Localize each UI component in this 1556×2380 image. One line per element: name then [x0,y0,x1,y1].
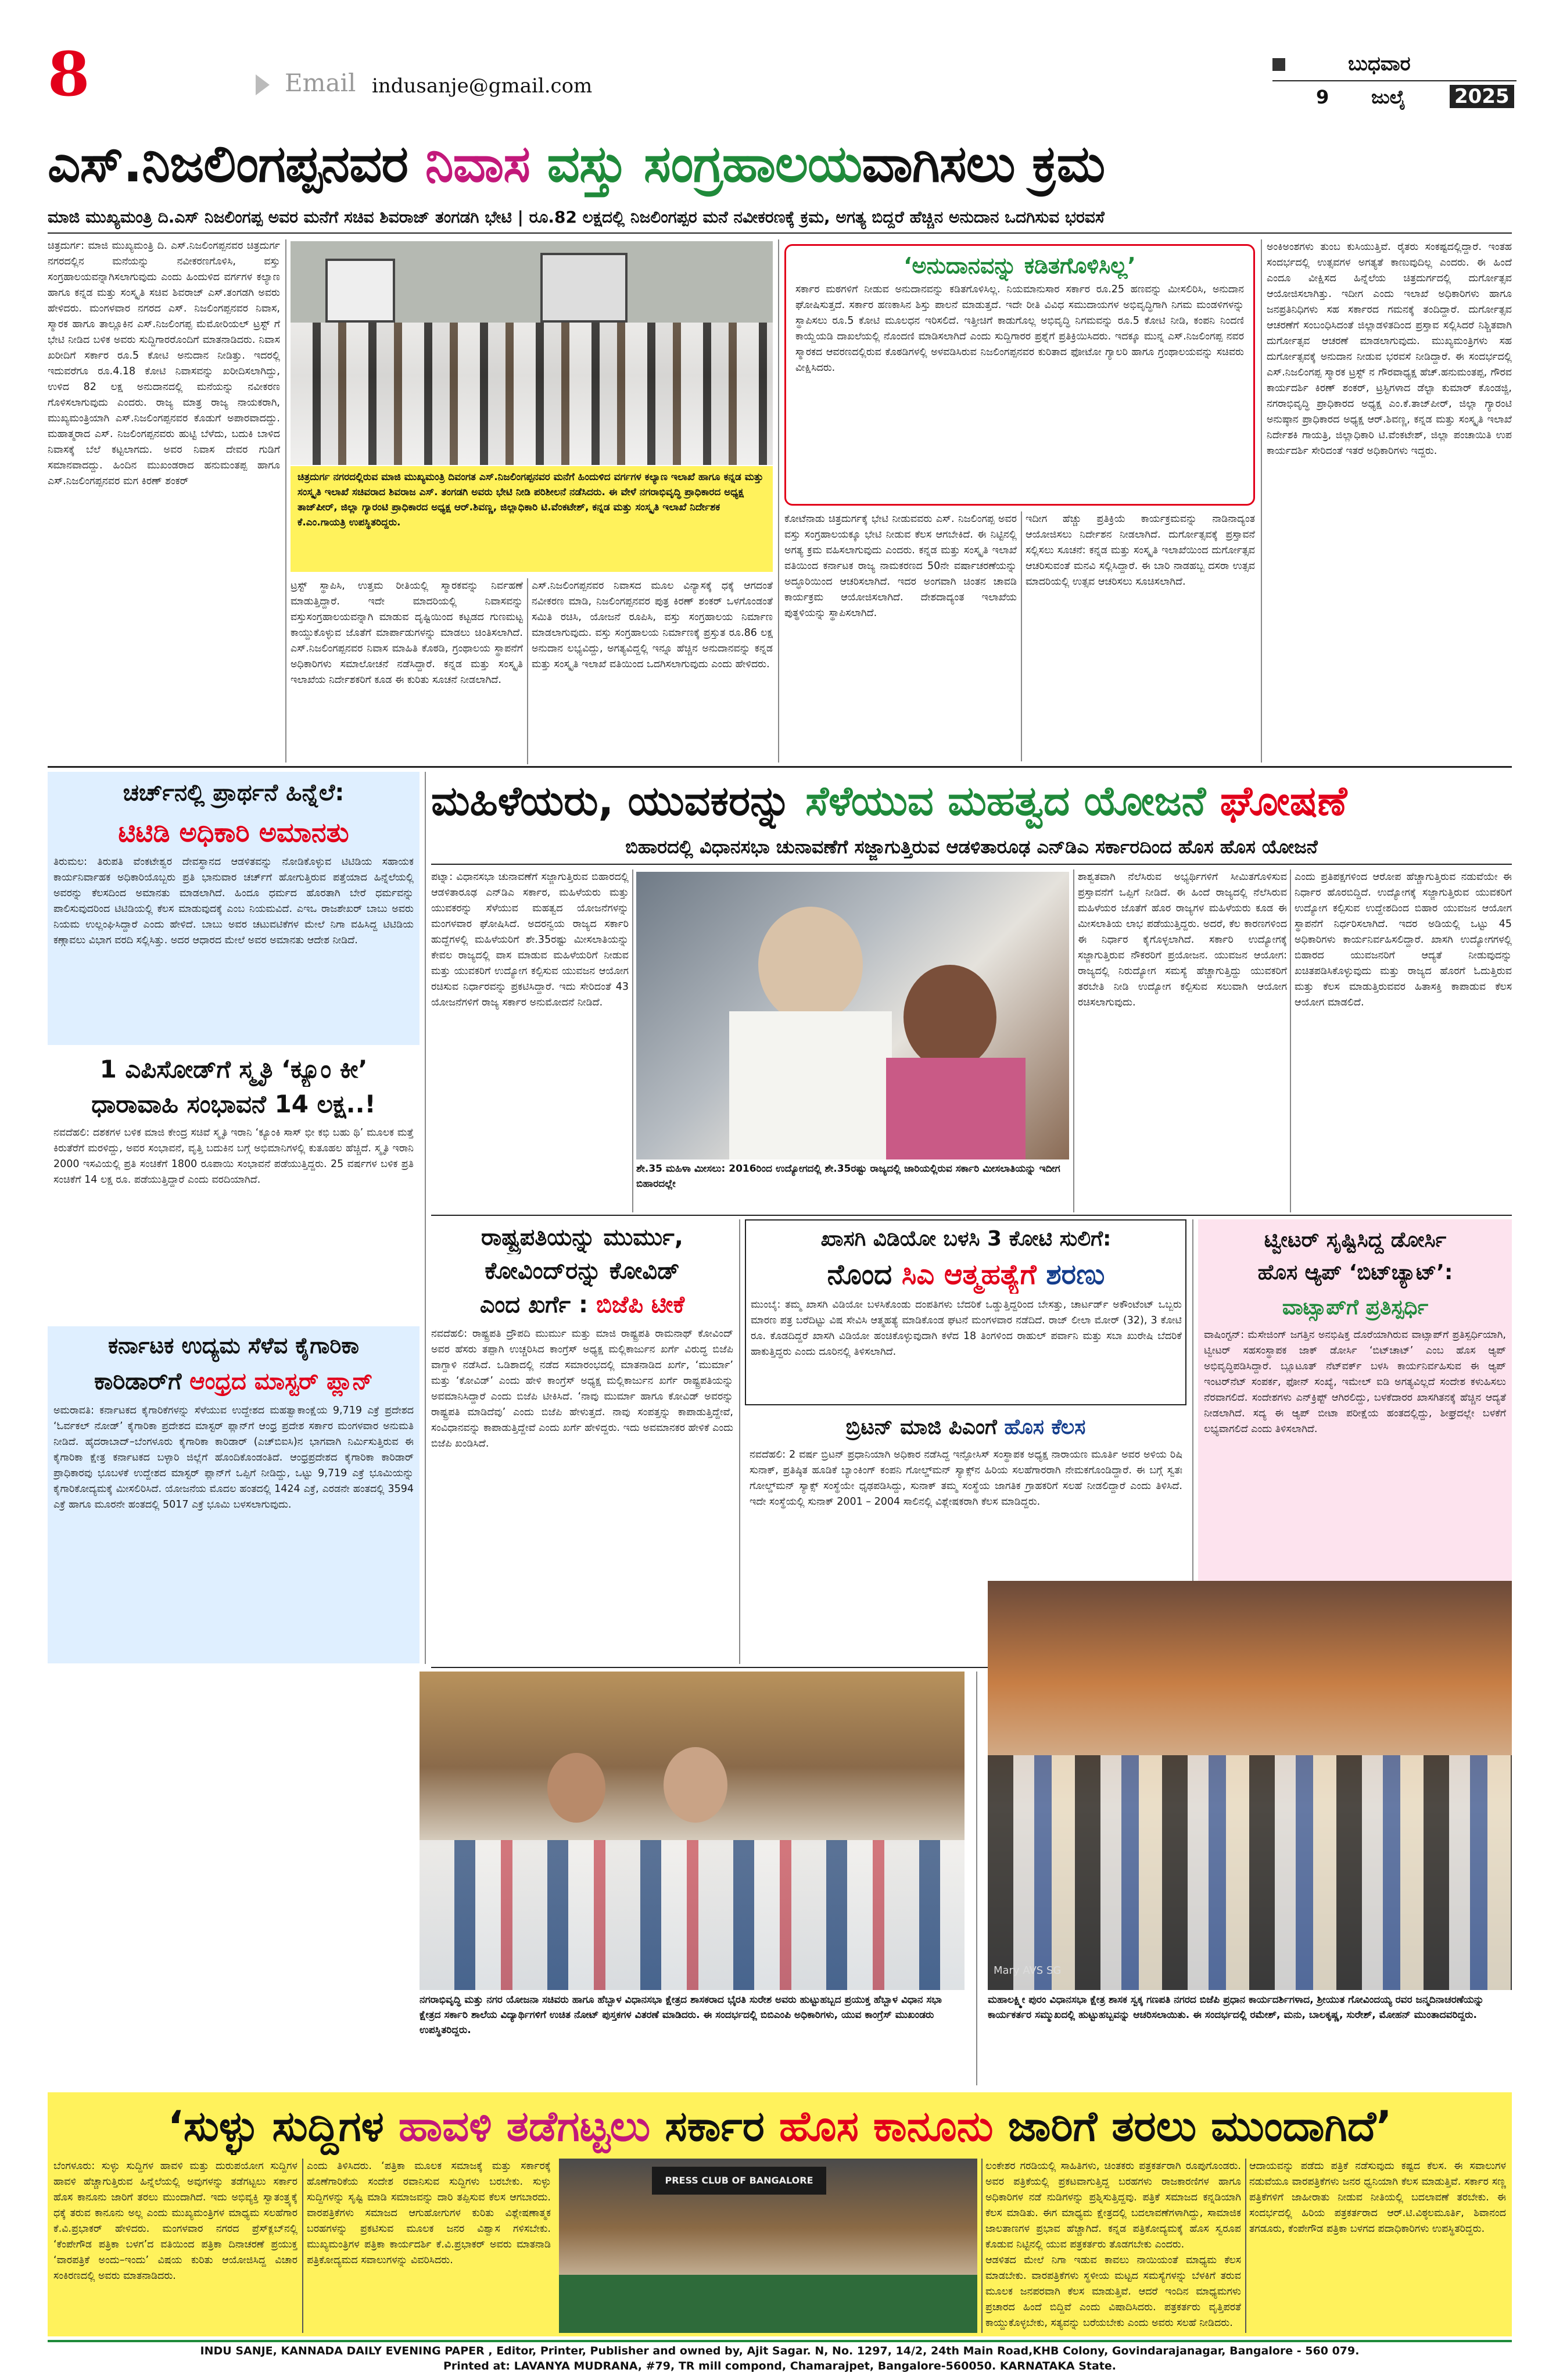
date-day: 9 [1316,86,1329,108]
dorsey-headline-a: ಟ್ವೀಟರ್ ಸೃಷ್ಟಿಸಿದ್ದ ಡೋರ್ಸಿ [1264,1228,1447,1252]
grant-box [784,244,1255,506]
story2-photo-caption: ಶೇ.35 ಮಹಿಳಾ ಮೀಸಲು: 2016ರಿಂದ ಉದ್ಯೋಗದಲ್ಲಿ ಶೇ.35ರಷ್ಟು ರಾಜ್ಯದಲ್ಲಿ ಜಾರಿಯಲ್ಲಿರುವ ಸರ್ಕಾರಿ ಮೀಸಲಾತಿಯನ್ನು ಇದೀಗ ಬಿಹಾರದಲ್ಲೇ [636,1163,1060,1190]
corridor-body: ಅಮರಾವತಿ: ಕರ್ನಾಟಕದ ಕೈಗಾರಿಕೆಗಳನ್ನು ಸೆಳೆಯುವ ಉದ್ದೇಶದ ಮಹತ್ವಾಕಾಂಕ್ಷೆಯ 9,719 ಎಕ್ರೆ ಪ್ರದೇಶದ ‘ಓರ್ವಕಲ್ ನೋಡ್’ ಕೈಗಾರಿಕಾ ಪ್ರದೇಶದ ಮಾಸ್ಟರ್ ಪ್ಲಾನ್‌ಗೆ ಆಂಧ್ರ ಪ್ರದೇಶ ಸರ್ಕಾರ ಮಂಗಳವಾರ ಅನುಮತಿ ನೀಡಿದೆ. ಹೈದರಾಬಾದ್–ಬೆಂಗಳೂರು ಕೈಗಾರಿಕಾ ಕಾರಿಡಾರ್ (ಎಚ್‌ಬಿಐಸಿ)ನ ಭಾಗವಾಗಿ ನಿರ್ಮಿಸುತ್ತಿರುವ ಈ ಕೈಗಾರಿಕಾ ಕ್ಷೇತ್ರ ಕರ್ನಾಟಕದ ಬಳ್ಳಾರಿ ಜಿಲ್ಲೆಗೆ ಹೊಂದಿಕೊಂಡಂತಿದೆ. ಆಂಧ್ರಪ್ರದೇಶದ ಕೈಗಾರಿಕಾ ಕಾರಿಡಾರ್ ಪ್ರಾಧಿಕಾರವು ಭೂಬಳಕೆ ಉದ್ದೇಶದ ಮಾಸ್ಟರ್ ಪ್ಲಾನ್‌ಗೆ ಒಪ್ಪಿಗೆ ನೀಡಿದ್ದು, ಒಟ್ಟು 9,719 ಎಕ್ರೆ ಭೂಮಿಯನ್ನು ಕೈಗಾರಿಕೋದ್ಯಮಕ್ಕೆ ಮೀಸಲಿರಿಸಿದೆ. ಯೋಜನೆಯ ಮೊದಲ ಹಂತದಲ್ಲಿ 1424 ಎಕ್ರೆ, ಎರಡನೇ ಹಂತದಲ್ಲಿ 3594 ಎಕ್ರೆ ಹಾಗೂ ಮೂರನೇ ಹಂತದಲ್ಲಿ 5017 ಎಕ್ರೆ ಭೂಮಿ ಬಳಸಲಾಗುವುದು. [53,1405,414,1511]
suicide-kicker: ಖಾಸಗಿ ವಿಡಿಯೋ ಬಳಸಿ 3 ಕೋಟಿ ಸುಲಿಗೆ: [820,1227,1112,1251]
page-corner-icon [1272,58,1285,71]
suicide-headline [750,1255,1182,1294]
serial-headline-b: ಧಾರಾವಾಹಿ ಸಂಭಾವನೆ 14 ಲಕ್ಷ..! [91,1090,376,1118]
story2-headline-c: ಘೋಷಣೆ [1206,777,1347,825]
story1-col5: ಇದೀಗ ಹೆಚ್ಚು ಪ್ರತಿಕ್ರಿಯೆ ಕಾರ್ಯಕ್ರಮವನ್ನು ನಾಡಿನಾದ್ಯಂತ ಆಯೋಜಿಸಲು ನಿರ್ದೇಶನ ನೀಡಲಾಗಿದೆ. ದುರ್ಗೋತ್ಸವಕ್ಕೆ ಪ್ರಸ್ತಾವನೆ ಸಲ್ಲಿಸಲು ಸೂಚನೆ: ಕನ್ನಡ ಮತ್ತು ಸಂಸ್ಕೃತಿ ಇಲಾಖೆಯಿಂದ ದುರ್ಗೋತ್ಸವ ಆಚರಿಸುವಂತೆ ಮನವಿ ಸಲ್ಲಿಸಿದ್ದಾರೆ. ಈ ಬಾರಿ ನಾಡಹಬ್ಬ ದಸರಾ ಉತ್ಸವ ಮಾದರಿಯಲ್ಲಿ ಉತ್ಸವ ಆಚರಿಸಲು ಸೂಚಿಸಲಾಗಿದೆ. [1026,513,1255,588]
president-headline-c [431,1288,733,1322]
bihar-cm-photo [636,872,1069,1159]
page-number: 8 [48,38,90,110]
president-headline-a: ರಾಷ್ಟ್ರಪತಿಯನ್ನು ಮುರ್ಮು, [481,1224,683,1251]
president-headline-c2: ಬಿಜೆಪಿ ಟೀಕೆ [596,1291,685,1318]
dorsey-headline-c: ವಾಟ್ಸಾಪ್‌ಗೆ ಪ್ರತಿಸ್ಪರ್ಧಿ [1282,1295,1429,1319]
story1-col2: ಟ್ರಸ್ಟ್ ಸ್ಥಾಪಿಸಿ, ಉತ್ತಮ ರೀತಿಯಲ್ಲಿ ಸ್ಮಾರಕವನ್ನು ನಿರ್ವಹಣೆ ಮಾಡುತ್ತಿದ್ದಾರೆ. ಇದೇ ಮಾದರಿಯಲ್ಲಿ ನಿವಾಸವನ್ನು ವಸ್ತುಸಂಗ್ರಹಾಲಯವನ್ನಾಗಿ ಮಾಡುವ ದೃಷ್ಟಿಯಿಂದ ಕಟ್ಟಡದ ಗುಣಮಟ್ಟ ಕಾಯ್ದುಕೊಳ್ಳುವ ಜೊತೆಗೆ ಮಾರ್ಪಾಡುಗಳನ್ನು ಮಾಡಲು ಚಿಂತಿಸಲಾಗಿದೆ. ಎಸ್.ನಿಜಲಿಂಗಪ್ಪನವರ ನಿವಾಸ ಮಾಹಿತಿ ಕೊಠಡಿ, ಗ್ರಂಥಾಲಯ ಸ್ಥಾಪನೆಗೆ ಅಧಿಕಾರಿಗಳು ಸಮಾಲೋಚನೆ ನಡೆಸಿದ್ದಾರೆ. ಕನ್ನಡ ಮತ್ತು ಸಂಸ್ಕೃತಿ ಇಲಾಖೆಯ ನಿರ್ದೇಶಕರಿಗೆ ಕೂಡ ಈ ಕುರಿತು ಸೂಚನೆ ನೀಡಲಾಗಿದೆ. [291,580,523,686]
school-books-caption: ನಗರಾಭಿವೃದ್ಧಿ ಮತ್ತು ನಗರ ಯೋಜನಾ ಸಚಿವರು ಹಾಗೂ ಹೆಬ್ಬಾಳ ವಿಧಾನಸಭಾ ಕ್ಷೇತ್ರದ ಶಾಸಕರಾದ ಭೈರತಿ ಸುರೇಶ ಅವರು ಹುಟ್ಟುಹಬ್ಬದ ಪ್ರಯುಕ್ತ ಹೆಬ್ಬಾಳ ವಿಧಾನ ಸಭಾ ಕ್ಷೇತ್ರದ ಸರ್ಕಾರಿ ಶಾಲೆಯ ವಿದ್ಯಾರ್ಥಿಗಳಿಗೆ ಉಚಿತ ನೋಟ್ ಪುಸ್ತಕಗಳ ವಿತರಣೆ ಮಾಡಿದರು. ಈ ಸಂದರ್ಭದಲ್ಲಿ ಬಿಬಿಎಂಪಿ ಅಧಿಕಾರಿಗಳು, ಯುವ ಕಾಂಗ್ರೆಸ್ ಮುಖಂಡರು ಉಪಸ್ಥಿತರಿದ್ದರು. [420,1994,942,2036]
story2-headline [431,773,1512,829]
story2-headline-a: ಮಹಿಳೆಯರು, ಯುವಕರನ್ನು [431,777,806,825]
suicide-headline-a: ನೊಂದ [827,1258,902,1291]
britain-headline-a: ಬ್ರಿಟನ್ ಮಾಜಿ ಪಿಎಂಗೆ [845,1415,1005,1439]
dorsey-body: ವಾಷಿಂಗ್ಟನ್: ಮೆಸೇಜಿಂಗ್ ಜಗತ್ತಿನ ಅನಭಿಷಿಕ್ತ ದೊರೆಯಾಗಿರುವ ವಾಟ್ಸಾಪ್‌ಗೆ ಪ್ರತಿಸ್ಪರ್ಧಿಯಾಗಿ, ಟ್ವೀಟರ್ ಸಹಸಂಸ್ಥಾಪಕ ಜಾಕ್ ಡೋರ್ಸಿ ‘ಬಿಟ್‌ಚಾಟ್’ ಎಂಬ ಹೊಸ ಆ್ಯಪ್ ಅಭಿವೃದ್ಧಿಪಡಿಸಿದ್ದಾರೆ. ಬ್ಲೂಟೂತ್ ನೆಟ್‌ವರ್ಕ್ ಬಳಸಿ ಕಾರ್ಯನಿರ್ವಹಿಸುವ ಈ ಆ್ಯಪ್ ಇಂಟರ್‌ನೆಟ್ ಸಂಪರ್ಕ, ಫೋನ್ ಸಂಖ್ಯೆ, ಇಮೇಲ್ ಐಡಿ ಅಗತ್ಯವಿಲ್ಲದೆ ಸಂದೇಶ ಕಳುಹಿಸಲು ನೆರವಾಗಲಿದೆ. ಸಂದೇಶಗಳು ಎನ್‌ಕ್ರಿಪ್ಟ್ ಆಗಿರಲಿದ್ದು, ಬಳಕೆದಾರರ ಖಾಸಗಿತನಕ್ಕೆ ಹೆಚ್ಚಿನ ಆದ್ಯತೆ ನೀಡಲಾಗಿದೆ. ಸದ್ಯ ಈ ಆ್ಯಪ್ ಬೀಟಾ ಪರೀಕ್ಷೆಯ ಹಂತದಲ್ಲಿದ್ದು, ಶೀಘ್ರದಲ್ಲೇ ಬಳಕೆಗೆ ಲಭ್ಯವಾಗಲಿದೆ ಎಂದು ತಿಳಿಸಲಾಗಿದೆ. [1204,1329,1506,1435]
story2-col1: ಪಟ್ನಾ: ವಿಧಾನಸಭಾ ಚುನಾವಣೆಗೆ ಸಜ್ಜಾಗುತ್ತಿರುವ ಬಿಹಾರದಲ್ಲಿ ಆಡಳಿತಾರೂಢ ಎನ್‌ಡಿಎ ಸರ್ಕಾರ, ಮಹಿಳೆಯರು ಮತ್ತು ಯುವಕರನ್ನು ಸೆಳೆಯುವ ಮಹತ್ವದ ಯೋಜನೆಗಳನ್ನು ಮಂಗಳವಾರ ಘೋಷಿಸಿದೆ. ಅದರನ್ವಯ ರಾಜ್ಯದ ಸರ್ಕಾರಿ ಹುದ್ದೆಗಳಲ್ಲಿ ಮಹಿಳೆಯರಿಗೆ ಶೇ.35ರಷ್ಟು ಮೀಸಲಾತಿಯನ್ನು ಕೇವಲ ರಾಜ್ಯದಲ್ಲಿ ವಾಸ ಮಾಡುವ ಮಹಿಳೆಯರಿಗೆ ನೀಡುವ ಮತ್ತು ಯುವಕರಿಗೆ ಉದ್ಯೋಗ ಕಲ್ಪಿಸುವ ಯುವಜನ ಆಯೋಗ ರಚಿಸುವ ನಿರ್ಧಾರವನ್ನು ಪ್ರಕಟಿಸಿದ್ದಾರೆ. ಇದು ಸೇರಿದಂತೆ 43 ಯೋಜನೆಗಳಿಗೆ ರಾಜ್ಯ ಸರ್ಕಾರ ಅನುಮೋದನೆ ನೀಡಿದೆ. [431,871,629,1008]
serial-headline-a: 1 ಎಪಿಸೋಡ್‌ಗೆ ಸ್ಮೃತಿ ‘ಕ್ಯೂಂ ಕೀ’ [99,1055,368,1083]
corridor-headline-b: ಆಂಧ್ರದ ಮಾಸ್ಟರ್ ಪ್ಲಾನ್ [189,1368,373,1395]
dorsey-headline-b: ಹೊಸ ಆ್ಯಪ್ ‘ಬಿಟ್‌ಚ್ಯಾಟ್’: [1257,1261,1453,1284]
story1-subhead: ಮಾಜಿ ಮುಖ್ಯಮಂತ್ರಿ ದಿ.ಎಸ್ ನಿಜಲಿಂಗಪ್ಪ ಅವರ ಮನೆಗೆ ಸಚಿವ ಶಿವರಾಜ್ ತಂಗಡಗಿ ಭೇಟಿ | ರೂ.82 ಲಕ್ಷದಲ್ಲಿ ನಿಜಲಿಂಗಪ್ಪರ ಮನೆ ನವೀಕರಣಕ್ಕೆ ಕ್ರಮ, ಅಗತ್ಯ ಬಿದ್ದರೆ ಹೆಚ್ಚಿನ ಅನುದಾನ ಒದಗಿಸುವ ಭರವಸೆ [48,207,1105,227]
fake-news-headline-c: ಸರ್ಕಾರ [650,2102,779,2150]
story1-headline-c: ವಸ್ತು ಸಂಗ್ರಹಾಲಯ [529,134,862,194]
photo-watermark: Mary AVS SG [994,1964,1062,1977]
fake-news-headline [53,2097,1506,2155]
fake-news-headline-b: ಹಾವಳಿ ತಡೆಗಟ್ಟಲು [398,2102,651,2150]
story1-headline-a: ಎಸ್.ನಿಜಲಿಂಗಪ್ಪನವರ [48,134,425,194]
grant-box-text: ಸರ್ಕಾರ ಮಠಗಳಿಗೆ ನೀಡುವ ಅನುದಾನವನ್ನು ಕಡಿತಗೊಳಿಸಿಲ್ಲ. ನಿಯಮಾನುಸಾರ ಸರ್ಕಾರ ರೂ.25 ಹಣವನ್ನು ಮೀಸಲಿರಿಸಿ, ಅನುದಾನ ಘೋಷಿಸುತ್ತದೆ. ಸರ್ಕಾರ ಹಣಕಾಸಿನ ಶಿಸ್ತು ಪಾಲನೆ ಮಾಡುತ್ತದೆ. ಇದೇ ರೀತಿ ವಿವಿಧ ಸಮುದಾಯಗಳ ಅಭಿವೃದ್ಧಿಗಾಗಿ ನಿಗಮ ಮಂಡಳಿಗಳನ್ನು ಸ್ಥಾಪಿಸಲು ರೂ.5 ಕೋಟಿ ಮೂಲಧನ ಇರಿಸಲಿದೆ. ಇತ್ತೀಚಿಗೆ ಕಾಡುಗೊಲ್ಲ ಅಭಿವೃದ್ಧಿ ನಿಗಮವನ್ನು ರೂ.5 ಕೋಟಿ ನೀಡಿ, ಕಂಪನಿ ನಿಂದಣಿ ಕಾಯ್ದೆಯಡಿ ದಾಖಲೆಯಲ್ಲಿ ನೊಂದಣಿ ಮಾಡಿಸಲಾಗಿದೆ ಎಂದು ಸುದ್ದಿಗಾರರ ಪ್ರಶ್ನೆಗೆ ಪ್ರತಿಕ್ರಿಯಿಸಿದರು. ಇದಕ್ಕೂ ಮುನ್ನ ಎಸ್.ನಿಜಲಿಂಗಪ್ಪ ನವರ ಸ್ಮಾರಕದ ಆವರಣದಲ್ಲಿರುವ ಕೊಠಡಿಗಳಲ್ಲಿ ಅಳವಡಿಸಿರುವ ನಿಜಲಿಂಗಪ್ಪನವರ ಕುರಿತಾದ ಫೋಟೋ ಗ್ಯಾಲರಿ ಹಾಗೂ ಗ್ರಂಥಾಲಯವನ್ನು ಸಚಿವರು ವೀಕ್ಷಿಸಿದರು. [795,284,1244,374]
fake-news-col5: ಆದಾಯವನ್ನು ಪಡೆದು ಪತ್ರಿಕೆ ನಡೆಸುವುದು ಕಷ್ಟದ ಕೆಲಸ. ಈ ಸವಾಲುಗಳ ನಡುವೆಯೂ ವಾರಪತ್ರಿಕೆಗಳು ಜನರ ಧ್ವನಿಯಾಗಿ ಕೆಲಸ ಮಾಡುತ್ತಿವೆ. ಸರ್ಕಾರ ಸಣ್ಣ ಪತ್ರಿಕೆಗಳಿಗೆ ಜಾಹೀರಾತು ನೀಡುವ ನೀತಿಯಲ್ಲಿ ಬದಲಾವಣೆ ತರಬೇಕು. ಈ ಸಂದರ್ಭದಲ್ಲಿ ಹಿರಿಯ ಪತ್ರಕರ್ತರಾದ ಆರ್.ಟಿ.ವಿಠ್ಠಲಮೂರ್ತಿ, ಶಿವಾನಂದ ತಗಡೂರು, ಕೆಂಪೇಗೌಡ ಪತ್ರಿಕಾ ಬಳಗದ ಪದಾಧಿಕಾರಿಗಳು ಉಪಸ್ಥಿತರಿದ್ದರು. [1249,2160,1506,2235]
britain-headline [745,1411,1186,1444]
story2-subhead: ಬಿಹಾರದಲ್ಲಿ ವಿಧಾನಸಭಾ ಚುನಾವಣೆಗೆ ಸಜ್ಜಾಗುತ್ತಿರುವ ಆಡಳಿತಾರೂಢ ಎನ್‌ಡಿಎ ಸರ್ಕಾರದಿಂದ ಹೊಸ ಹೊಸ ಯೋಜನೆ [625,836,1318,858]
fake-news-col4: ಆಡಳಿತದ ಮೇಲೆ ನಿಗಾ ಇಡುವ ಕಾವಲು ನಾಯಿಯಂತೆ ಮಾಧ್ಯಮ ಕೆಲಸ ಮಾಡಬೇಕು. ವಾರಪತ್ರಿಕೆಗಳು ಸ್ಥಳೀಯ ಮಟ್ಟದ ಸಮಸ್ಯೆಗಳನ್ನು ಬೆಳಕಿಗೆ ತರುವ ಮೂಲಕ ಜನಪರವಾಗಿ ಕೆಲಸ ಮಾಡುತ್ತಿವೆ. ಆದರೆ ಇಂದಿನ ಮಾಧ್ಯಮಗಳು ಪ್ರಚಾರದ ಹಿಂದೆ ಬಿದ್ದಿವೆ ಎಂದು ವಿಷಾದಿಸಿದರು. ಪತ್ರಕರ್ತರು ವೃತ್ತಿಪರತೆ ಕಾಯ್ದುಕೊಳ್ಳಬೇಕು, ಸತ್ಯವನ್ನು ಬರೆಯಬೇಕು ಎಂದು ಅವರು ಸಲಹೆ ನೀಡಿದರು. [985,2254,1241,2329]
nijalingappa-visit-photo [291,241,773,465]
fake-news-headline-e: ಜಾರಿಗೆ ತರಲು ಮುಂದಾಗಿದೆ’ [993,2102,1392,2150]
church-headline: ಟಿಟಿಡಿ ಅಧಿಕಾರಿ ಅಮಾನತು [118,817,349,848]
president-body: ನವದೆಹಲಿ: ರಾಷ್ಟ್ರಪತಿ ದ್ರೌಪದಿ ಮುರ್ಮು ಮತ್ತು ಮಾಜಿ ರಾಷ್ಟ್ರಪತಿ ರಾಮನಾಥ್ ಕೋವಿಂದ್ ಅವರ ಹೆಸರು ತಪ್ಪಾಗಿ ಉಚ್ಚರಿಸಿದ ಕಾಂಗ್ರೆಸ್ ಅಧ್ಯಕ್ಷ ಮಲ್ಲಿಕಾರ್ಜುನ ಖರ್ಗೆ ವಿರುದ್ಧ ಬಿಜೆಪಿ ವಾಗ್ದಾಳಿ ನಡೆಸಿದೆ. ಒಡಿಶಾದಲ್ಲಿ ನಡೆದ ಸಮಾರಂಭದಲ್ಲಿ ಮಾತನಾಡಿದ ಖರ್ಗೆ, ‘ಮುರ್ಮಾ’ ಮತ್ತು ‘ಕೋವಿಡ್’ ಎಂದು ಹೇಳಿ ಕಾಂಗ್ರೆಸ್ ಅಧ್ಯಕ್ಷ ಮಲ್ಲಿಕಾರ್ಜುನ ಖರ್ಗೆ ರಾಷ್ಟ್ರಪತಿಯನ್ನು ಅವಮಾನಿಸಿದ್ದಾರೆ ಎಂದು ಬಿಜೆಪಿ ಟೀಕಿಸಿದೆ. ‘ನಾವು ಮುರ್ಮಾ ಹಾಗೂ ಕೋವಿಡ್ ಅವರನ್ನು ರಾಷ್ಟ್ರಪತಿ ಮಾಡಿದೆವು’ ಎಂದು ಬಿಜೆಪಿ ಹೇಳುತ್ತದೆ. ನಾವು ಸಂಪತ್ತನ್ನು ಕಾಪಾಡುತ್ತಿದ್ದೇವೆ, ಸಂವಿಧಾನವನ್ನು ಕಾಪಾಡುತ್ತಿದ್ದೇವೆ ಎಂದು ಖರ್ಗೆ ಹೇಳಿದ್ದರು. ಇದು ಅವಮಾನಕರ ಹೇಳಿಕೆ ಎಂದು ಬಿಜೆಪಿ ಖಂಡಿಸಿದೆ. [431,1328,733,1450]
fake-news-headline-d: ಹೊಸ ಕಾನೂನು [779,2102,994,2150]
email-address[interactable]: indusanje@gmail.com [372,74,593,98]
weekday: ಬುಧವಾರ [1348,52,1411,76]
story1-photo-caption: ಚಿತ್ರದುರ್ಗ ನಗರದಲ್ಲಿರುವ ಮಾಜಿ ಮುಖ್ಯಮಂತ್ರಿ ದಿವಂಗತ ಎಸ್.ನಿಜಲಿಂಗಪ್ಪನವರ ಮನೆಗೆ ಹಿಂದುಳಿದ ವರ್ಗಗಳ ಕಲ್ಯಾಣ ಇಲಾಖೆ ಹಾಗೂ ಕನ್ನಡ ಮತ್ತು ಸಂಸ್ಕೃತಿ ಇಲಾಖೆ ಸಚಿವರಾದ ಶಿವರಾಜ ಎಸ್. ತಂಗಡಗಿ ಅವರು ಭೇಟಿ ನೀಡಿ ಪರಿಶೀಲನೆ ನಡೆಸಿದರು. ಈ ವೇಳೆ ನಗರಾಭಿವೃದ್ಧಿ ಪ್ರಾಧಿಕಾರದ ಅಧ್ಯಕ್ಷ ತಾಜ್‌ಪೀರ್, ಜಿಲ್ಲಾ ಗ್ಯಾರಂಟಿ ಪ್ರಾಧಿಕಾರದ ಅಧ್ಯಕ್ಷ ಆರ್.ಶಿವಣ್ಣ, ಜಿಲ್ಲಾಧಿಕಾರಿ ಟಿ.ವೆಂಕಟೇಶ್, ಕನ್ನಡ ಮತ್ತು ಸಂಸ್ಕೃತಿ ಇಲಾಖೆ ನಿರ್ದೇಶಕ ಕೆ.ಎಂ.ಗಾಯತ್ರಿ ಉಪಸ್ಥಿತರಿದ್ದರು. [291,466,773,572]
suicide-body: ಮುಂಬೈ: ತಮ್ಮ ಖಾಸಗಿ ವಿಡಿಯೋ ಬಳಸಿಕೊಂಡು ದಂಪತಿಗಳು ಬೆದರಿಕೆ ಒಡ್ಡುತ್ತಿದ್ದರಿಂದ ಬೇಸತ್ತು, ಚಾರ್ಟರ್ಡ್ ಅಕೌಂಟೆಂಟ್ ಒಬ್ಬರು ಮಾರಣ ಪತ್ರ ಬರೆದಿಟ್ಟು ವಿಷ ಸೇವಿಸಿ ಆತ್ಮಹತ್ಯೆ ಮಾಡಿಕೊಂಡ ಘಟನೆ ಮಂಗಳವಾರ ನಡೆದಿದೆ. ರಾಜ್ ಲೀಲಾ ಮೋರ್ (32), 3 ಕೋಟಿ ರೂ. ಕೊಡದಿದ್ದರೆ ಖಾಸಗಿ ವಿಡಿಯೋ ಹಂಚಿಕೊಳ್ಳುವುದಾಗಿ ಕಳೆದ 18 ತಿಂಗಳಿಂದ ರಾಹುಲ್ ಪರ್ವಾನಿ ಮತ್ತು ಸಬಾ ಖುರೇಷಿ ಬೆದರಿಕೆ ಹಾಕುತ್ತಿದ್ದರು ಎಂದು ದೂರಿನಲ್ಲಿ ತಿಳಿಸಲಾಗಿದೆ. [751,1299,1182,1358]
story1-headline [48,129,1512,199]
grant-box-title: ‘ಅನುದಾನವನ್ನು ಕಡಿತಗೊಳಿಸಿಲ್ಲ’ [904,253,1136,278]
fake-news-headline-a: ‘ಸುಳ್ಳು ಸುದ್ದಿಗಳ [167,2102,399,2150]
britain-headline-b: ಹೊಸ ಕೆಲಸ [1004,1415,1086,1439]
press-club-photo [559,2159,977,2333]
email-arrow-icon [256,74,270,95]
story1-col3: ಎಸ್.ನಿಜಲಿಂಗಪ್ಪನವರ ನಿವಾಸದ ಮೂಲ ವಿನ್ಯಾಸಕ್ಕೆ ಧಕ್ಕೆ ಆಗದಂತೆ ನವೀಕರಣ ಮಾಡಿ, ನಿಜಲಿಂಗಪ್ಪನವರ ಪುತ್ರ ಕಿರಣ್ ಶಂಕರ್ ಒಳಗೊಂಡಂತೆ ಸಮಿತಿ ರಚಿಸಿ, ಯೋಜನೆ ರೂಪಿಸಿ, ವಸ್ತು ಸಂಗ್ರಹಾಲಯ ನಿರ್ಮಾಣ ಮಾಡಲಾಗುವುದು. ವಸ್ತು ಸಂಗ್ರಹಾಲಯ ನಿರ್ಮಾಣಕ್ಕೆ ಪ್ರಸ್ತುತ ರೂ.86 ಲಕ್ಷ ಅನುದಾನ ಲಭ್ಯವಿದ್ದು, ಅಗತ್ಯವಿದ್ದಲ್ಲಿ ಇನ್ನೂ ಹೆಚ್ಚಿನ ಅನುದಾನವನ್ನು ಕನ್ನಡ ಮತ್ತು ಸಂಸ್ಕೃತಿ ಇಲಾಖೆ ವತಿಯಿಂದ ಒದಗಿಸಲಾಗುವುದು ಎಂದು ಹೇಳಿದರು. [532,580,773,670]
story1-col1: ಚಿತ್ರದುರ್ಗ: ಮಾಜಿ ಮುಖ್ಯಮಂತ್ರಿ ದಿ. ಎಸ್.ನಿಜಲಿಂಗಪ್ಪನವರ ಚಿತ್ರದುರ್ಗ ನಗರದಲ್ಲಿನ ಮನೆಯನ್ನು ನವೀಕರಣಗೊಳಿಸಿ, ವಸ್ತು ಸಂಗ್ರಹಾಲಯವನ್ನಾಗಿಸಲಾಗುವುದು ಎಂದು ಹಿಂದುಳಿದ ವರ್ಗಗಳ ಕಲ್ಯಾಣ ಹಾಗೂ ಕನ್ನಡ ಮತ್ತು ಸಂಸ್ಕೃತಿ ಸಚಿವ ಶಿವರಾಜ್ ಎಸ್.ತಂಗಡಗಿ ಅವರು ಹೇಳಿದರು. ಮಂಗಳವಾರ ನಗರದ ಎಸ್. ನಿಜಲಿಂಗಪ್ಪನವರ ನಿವಾಸ, ಸ್ಮಾರಕ ಹಾಗೂ ತಾಲ್ಲೂಕಿನ ಎಸ್.ನಿಜಲಿಂಗಪ್ಪ ಮೆಮೋರಿಯಲ್ ಟ್ರಸ್ಟ್ ಗೆ ಭೇಟಿ ನೀಡಿದ ಬಳಿಕ ಅವರು ಸುದ್ದಿಗಾರರೊಂದಿಗೆ ಮಾತನಾಡಿದರು. ನಿವಾಸ ಖರೀದಿಗೆ ಸರ್ಕಾರ ರೂ.5 ಕೋಟಿ ಅನುದಾನ ನೀಡಿತ್ತು. ಇದರಲ್ಲಿ ಇದುವರೆಗೂ ರೂ.4.18 ಕೋಟಿ ನಿವಾಸವನ್ನು ಖರೀದಿಸಲಾಗಿದ್ದು, ಉಳಿದ 82 ಲಕ್ಷ ಅನುದಾನದಲ್ಲಿ ಮನೆಯನ್ನು ನವೀಕರಣ ಗೊಳಿಸಲಾಗುವುದು ಎಂದರು. ರಾಜ್ಯ ಮಾತ್ರ ರಾಜ್ಯ ನಾಯಕರಾಗಿ, ಮುಖ್ಯಮಂತ್ರಿಯಾಗಿ ಎಸ್.ನಿಜಲಿಂಗಪ್ಪನವರ ಕೊಡುಗೆ ಅಪಾರವಾದದ್ದು. ಮಹಾತ್ಮರಾದ ಎಸ್. ನಿಜಲಿಂಗಪ್ಪನವರು ಹುಟ್ಟಿ ಬೆಳೆದು, ಬದುಕಿ ಬಾಳಿದ ನಿವಾಸಕ್ಕೆ ಬೆಲೆ ಕಟ್ಟಲಾಗದು. ಅವರ ನಿವಾಸ ದೇವರ ಗುಡಿಗೆ ಸಮಾನವಾದದ್ದು. ಹಿಂದಿನ ಮುಖಂಡರಾದ ಹನುಮಂತಪ್ಪ ಹಾಗೂ ಎಸ್.ನಿಜಲಿಂಗಪ್ಪನವರ ಮಗ ಕಿರಣ್ ಶಂಕರ್ [48,240,280,487]
footer-imprint: INDU SANJE, KANNADA DAILY EVENING PAPER , Editor, Printer, Publisher and owned by, Ajit Sagar. N, No. 1297, 14/2, 24th Main Road,KHB Colony, Govindarajanagar, Bangalore - 560 079. [200,2345,1360,2357]
story1-col4: ಕೋಟೆನಾಡು ಚಿತ್ರದುರ್ಗಕ್ಕೆ ಭೇಟಿ ನೀಡುವವರು ಎಸ್. ನಿಜಲಿಂಗಪ್ಪ ಅವರ ವಸ್ತು ಸಂಗ್ರಹಾಲಯಕ್ಕೂ ಭೇಟಿ ನೀಡುವ ಕೆಲಸ ಆಗಬೇಕಿದೆ. ಈ ನಿಟ್ಟಿನಲ್ಲಿ ಅಗತ್ಯ ಕ್ರಮ ವಹಿಸಲಾಗುವುದು ಎಂದರು. ಕನ್ನಡ ಮತ್ತು ಸಂಸ್ಕೃತಿ ಇಲಾಖೆ ವತಿಯಿಂದ ಕರ್ನಾಟಕ ರಾಜ್ಯ ನಾಮಕರಣದ 50ನೇ ವರ್ಷಾಚರಣೆಯನ್ನು ಅದ್ಧೂರಿಯಿಂದ ಆಚರಿಸಲಾಗಿದೆ. ಇದರ ಅಂಗವಾಗಿ ಚಿಂತನ ಚಾವಡಿ ಕಾರ್ಯಕ್ರಮ ಆಯೋಜಿಸಲಾಗಿದೆ. ದೇಶದಾದ್ಯಂತ ಇಲಾಖೆಯ ಪುತ್ಥಳಿಯನ್ನು ಸ್ಥಾಪಿಸಲಾಗಿದೆ. [784,513,1017,619]
birthday-caption: ಮಹಾಲಕ್ಷ್ಮೀ ಪುರಂ ವಿಧಾನಸಭಾ ಕ್ಷೇತ್ರ ಶಾಸಕ ಸ್ವಕ್ಕ ಗಣಪತಿ ನಗರದ ಬಿಜೆಪಿ ಪ್ರಧಾನ ಕಾರ್ಯದರ್ಶಿಗಳಾದ, ಶ್ರೀಯುತ ಗೋವಿಂದಯ್ಯ ರವರ ಜನ್ಮದಿನಾಚರಣೆಯನ್ನು ಕಾರ್ಯಕರ್ತರ ಸಮ್ಮುಖದಲ್ಲಿ ಹುಟ್ಟುಹಬ್ಬವನ್ನು ಆಚರಿಸಲಾಯಿತು. ಈ ಸಂದರ್ಭದಲ್ಲಿ ರಮೇಶ್, ಮನು, ಬಾಲಕೃಷ್ಣ, ಸುರೇಶ್, ಮೋಹನ್ ಮುಂತಾದವರಿದ್ದರು. [988,1994,1484,2021]
church-body: ತಿರುಮಲ: ತಿರುಪತಿ ವೆಂಕಟೇಶ್ವರ ದೇವಸ್ಥಾನದ ಆಡಳಿತವನ್ನು ನೋಡಿಕೊಳ್ಳುವ ಟಿಟಿಡಿಯ ಸಹಾಯಕ ಕಾರ್ಯನಿರ್ವಾಹಕ ಅಧಿಕಾರಿಯೊಬ್ಬರು ಪ್ರತಿ ಭಾನುವಾರ ಚರ್ಚ್‌ಗೆ ಹೋಗುತ್ತಿರುವ ಪತ್ತೆಯಾದ ಹಿನ್ನೆಲೆಯಲ್ಲಿ ಅವರನ್ನು ಕೆಲಸದಿಂದ ಅಮಾನತು ಮಾಡಲಾಗಿದೆ. ಹಿಂದೂ ಧರ್ಮದ ಹೊರತಾಗಿ ಬೇರೆ ಧರ್ಮವನ್ನು ಪಾಲಿಸುವುದರಿಂದ ಟಿಟಿಡಿಯಲ್ಲಿ ಕೆಲಸ ಮಾಡುವುದಕ್ಕೆ ಎಂಬ ನಿಯಮವಿದೆ. ಎಇಒ ರಾಜಶೇಖರ್ ಬಾಬು ಅವರು ನಿಯಮ ಉಲ್ಲಂಘಿಸಿದ್ದಾರೆ ಎಂದು ಹೇಳಿದೆ. ಬಾಬು ಅವರ ಚಟುವಟಿಕೆಗಳ ಮೇಲೆ ನಿಗಾ ವಹಿಸಿದ್ದ ಟಿಟಿಡಿಯ ಕಣ್ಗಾವಲು ವಿಭಾಗ ವರದಿ ಸಲ್ಲಿಸಿತ್ತು. ಅದರ ಆಧಾರದ ಮೇಲೆ ಅವರ ಅಮಾನತು ಆದೇಶ ನೀಡಿದೆ. [53,856,414,946]
email-label: Email [285,69,356,97]
date-month: ಜುಲೈ [1371,86,1406,108]
story1-headline-b: ನಿವಾಸ [425,134,530,194]
church-kicker: ಚರ್ಚ್‌ನಲ್ಲಿ ಪ್ರಾರ್ಥನೆ ಹಿನ್ನೆಲೆ: [123,779,345,806]
serial-body: ನವದೆಹಲಿ: ದಶಕಗಳ ಬಳಿಕ ಮಾಜಿ ಕೇಂದ್ರ ಸಚಿವೆ ಸ್ಮೃತಿ ಇರಾನಿ ‘ಕ್ಯೂಂಕಿ ಸಾಸ್ ಭೀ ಕಭಿ ಬಹು ಥಿ’ ಮೂಲಕ ಮತ್ತೆ ಕಿರುತೆರೆಗೆ ಮರಳಿದ್ದು, ಅವರ ಸಂಭಾವನೆ, ವೃತ್ತಿ ಬದುಕಿನ ಬಗ್ಗೆ ಅಭಿಮಾನಿಗಳಲ್ಲಿ ಕುತೂಹಲ ಹೆಚ್ಚಿದೆ. ಸ್ಮೃತಿ ಇರಾನಿ 2000 ಇಸವಿಯಲ್ಲಿ ಪ್ರತಿ ಸಂಚಿಕೆಗೆ 1800 ರೂಪಾಯಿ ಸಂಭಾವನೆ ಪಡೆಯುತ್ತಿದ್ದರು. 25 ವರ್ಷಗಳ ಬಳಿಕ ಪ್ರತಿ ಸಂಚಿಕೆಗೆ 14 ಲಕ್ಷ ರೂ. ಪಡೆಯುತ್ತಿದ್ದಾರೆ ಎಂದು ವರದಿಯಾಗಿದೆ. [53,1127,414,1186]
fake-news-col2: ಎಂದು ತಿಳಿಸಿದರು. ‘ಪತ್ರಿಕಾ ಮೂಲಕ ಸಮಾಜಕ್ಕೆ ಮತ್ತು ಸರ್ಕಾರಕ್ಕೆ ಹೊಣೆಗಾರಿಕೆಯ ಸಂದೇಶ ರವಾನಿಸುವ ಸುದ್ದಿಗಳು ಬರಬೇಕು. ಸುಳ್ಳು ಸುದ್ದಿಗಳನ್ನು ಸೃಷ್ಟಿ ಮಾಡಿ ಸಮಾಜವನ್ನು ದಾರಿ ತಪ್ಪಿಸುವ ಕೆಲಸ ಆಗಬಾರದು. ವಾರಪತ್ರಿಕೆಗಳು ಸಮಾಜದ ಆಗುಹೋಗುಗಳ ಕುರಿತು ವಿಶ್ಲೇಷಣಾತ್ಮಕ ಬರಹಗಳನ್ನು ಪ್ರಕಟಿಸುವ ಮೂಲಕ ಜನರ ವಿಶ್ವಾಸ ಗಳಿಸಬೇಕು. ಮುಖ್ಯಮಂತ್ರಿಗಳ ಪತ್ರಿಕಾ ಕಾರ್ಯದರ್ಶಿ ಕೆ.ವಿ.ಪ್ರಭಾಕರ್ ಅವರು ಮಾತನಾಡಿ ಪತ್ರಿಕೋದ್ಯಮದ ಸವಾಲುಗಳನ್ನು ವಿವರಿಸಿದರು. [307,2160,551,2266]
date-year: 2025 [1450,85,1514,108]
story2-col3: ಶಾಶ್ವತವಾಗಿ ನೆಲೆಸಿರುವ ಅಭ್ಯರ್ಥಿಗಳಿಗೆ ಸೀಮಿತಗೊಳಿಸುವ ಪ್ರಸ್ತಾವನೆಗೆ ಒಪ್ಪಿಗೆ ನೀಡಿದೆ. ಈ ಹಿಂದೆ ರಾಜ್ಯದಲ್ಲಿ ನೆಲೆಸಿರುವ ಮಹಿಳೆಯರ ಜೊತೆಗೆ ಹೊರ ರಾಜ್ಯಗಳ ಮಹಿಳೆಯರು ಕೂಡ ಈ ಮೀಸಲಾತಿಯ ಲಾಭ ಪಡೆಯುತ್ತಿದ್ದರು. ಅದರೆ, ಕೆಲ ಕಾರಣಗಳಿಂದ ಈ ನಿರ್ಧಾರ ಕೈಗೊಳ್ಳಲಾಗಿದೆ. ಸರ್ಕಾರಿ ಉದ್ಯೋಗಕ್ಕೆ ಸಜ್ಜಾಗುತ್ತಿರುವ ನೌಕರರಿಗೆ ಪ್ರಯೋಜನ. ಯುವಜನ ಆಯೋಗ: ರಾಜ್ಯದಲ್ಲಿ ನಿರುದ್ಯೋಗ ಸಮಸ್ಯೆ ಹೆಚ್ಚಾಗುತ್ತಿದ್ದು ಯುವಕರಿಗೆ ತರಬೇತಿ ನೀಡಿ ಉದ್ಯೋಗ ಕಲ್ಪಿಸುವ ಸಲುವಾಗಿ ಆಯೋಗ ರಚಿಸಲಾಗುವುದು. [1078,871,1287,1008]
fake-news-col3: ಲಂಕೇಶರ ಗರಡಿಯಲ್ಲಿ ಸಾಹಿತಿಗಳು, ಚಿಂತಕರು ಪತ್ರಕರ್ತರಾಗಿ ರೂಪುಗೊಂಡರು. ಅವರ ಪತ್ರಿಕೆಯಲ್ಲಿ ಪ್ರಕಟವಾಗುತ್ತಿದ್ದ ಬರಹಗಳು ರಾಜಕಾರಣಿಗಳ ಹಾಗೂ ಅಧಿಕಾರಿಗಳ ನಡೆ ನುಡಿಗಳನ್ನು ಪ್ರಶ್ನಿಸುತ್ತಿದ್ದವು. ಪತ್ರಿಕೆ ಸಮಾಜದ ಕನ್ನಡಿಯಾಗಿ ಕೆಲಸ ಮಾಡಿತು. ಈಗ ಮಾಧ್ಯಮ ಕ್ಷೇತ್ರದಲ್ಲಿ ಬದಲಾವಣೆಗಳಾಗಿದ್ದು, ಸಾಮಾಜಿಕ ಜಾಲತಾಣಗಳ ಪ್ರಭಾವ ಹೆಚ್ಚಾಗಿದೆ. ಕನ್ನಡ ಪತ್ರಿಕೋದ್ಯಮಕ್ಕೆ ಹೊಸ ಸ್ವರೂಪ ಕೊಡುವ ನಿಟ್ಟಿನಲ್ಲಿ ಯುವ ಪತ್ರಕರ್ತರು ತೊಡಗಬೇಕು ಎಂದರು. ಆಡಳಿತದ ಮೇಲೆ ನಿಗಾ ಇಡುವ ಕಾವಲು ನಾಯಿಯಂತೆ ಮಾಧ್ಯಮ ಕೆಲಸ ಮಾಡಬೇಕು. ವಾರಪತ್ರಿಕೆಗಳು ಸ್ಥಳೀಯ ಮಟ್ಟದ ಸಮಸ್ಯೆಗಳನ್ನು ಬೆಳಕಿಗೆ ತರುವ ಮೂಲಕ ಜನಪರವಾಗಿ ಕೆಲಸ ಮಾಡುತ್ತಿವೆ. ಆದರೆ ಇಂದಿನ ಮಾಧ್ಯಮಗಳು ಪ್ರಚಾರದ ಹಿಂದೆ ಬಿದ್ದಿವೆ ಎಂದು ವಿಷಾದಿಸಿದರು. ಪತ್ರಕರ್ತರು ವೃತ್ತಿಪರತೆ ಕಾಯ್ದುಕೊಳ್ಳಬೇಕು, ಸತ್ಯವನ್ನು ಬರೆಯಬೇಕು ಎಂದು ಅವರು ಸಲಹೆ ನೀಡಿದರು. [985,2159,1241,2333]
footer-printer: Printed at: LAVANYA MUDRANA, #79, TR mill compond, Chamarajpet, Bangalore-560050. KARNATAKA State. [443,2360,1117,2372]
suicide-headline-b: ಸಿಎ ಆತ್ಮಹತ್ಯೆಗೆ [901,1258,1037,1291]
story2-headline-b: ಸೆಳೆಯುವ ಮಹತ್ವದ ಯೋಜನೆ [805,777,1206,825]
britain-body: ನವದೆಹಲಿ: 2 ವರ್ಷ ಬ್ರಿಟನ್ ಪ್ರಧಾನಿಯಾಗಿ ಅಧಿಕಾರ ನಡೆಸಿದ್ದ ಇನ್ಫೋಸಿಸ್ ಸಂಸ್ಥಾಪಕ ಅಧ್ಯಕ್ಷ ನಾರಾಯಣ ಮೂರ್ತಿ ಅವರ ಅಳಿಯ ರಿಷಿ ಸುನಾಕ್, ಪ್ರತಿಷ್ಠಿತ ಹೂಡಿಕೆ ಬ್ಯಾಂಕಿಂಗ್ ಕಂಪನಿ ಗೋಲ್ಡ್‌ಮನ್ ಸ್ಯಾಕ್ಸ್‌ನ ಹಿರಿಯ ಸಲಹೆಗಾರರಾಗಿ ನೇಮಕಗೊಂಡಿದ್ದಾರೆ. ಈ ಬಗ್ಗೆ ಸ್ವತಃ ಗೋಲ್ಡ್‌ಮನ್ ಸ್ಯಾಕ್ಸ್ ಸಂಸ್ಥೆಯೇ ಧೃಢಪಡಿಸಿದ್ದು, ಸುನಾಕ್ ತಮ್ಮ ಸಂಸ್ಥೆಯ ಜಾಗತಿಕ ಗ್ರಾಹಕರಿಗೆ ಸಲಹೆ ನೀಡಲಿದ್ದಾರೆ ಎಂದು ತಿಳಿಸಿದೆ. ಇದೇ ಸಂಸ್ಥೆಯಲ್ಲಿ ಸುನಾಕ್ 2001 – 2004 ಸಾಲಿನಲ್ಲಿ ವಿಶ್ಲೇಷಕರಾಗಿ ಕೆಲಸ ಮಾಡಿದ್ದರು. [750,1449,1182,1508]
birthday-celebration-photo [988,1581,1512,1990]
story1-col6: ಅಂಕಿಅಂಶಗಳು ತುಂಬ ಕುಸಿಯುತ್ತಿವೆ. ರೈತರು ಸಂಕಷ್ಟದಲ್ಲಿದ್ದಾರೆ. ಇಂತಹ ಸಂದರ್ಭದಲ್ಲಿ ಉತ್ಸವಗಳ ಅಗತ್ಯತೆ ಕಾಣುವುದಿಲ್ಲ ಎಂದರು. ಈ ಹಿಂದೆ ಎಂದೂ ವೀಕ್ಷಿಸದ ಹಿನ್ನೆಲೆಯ ಚಿತ್ರದುರ್ಗದಲ್ಲಿ ದುರ್ಗೋತ್ಸವ ಆಯೋಜಿಸಲಾಗಿತ್ತು. ಇದೀಗ ಎಂದು ಇಲಾಖೆ ಅಧಿಕಾರಿಗಳು ಹಾಗೂ ಜನಪ್ರತಿನಿಧಿಗಳು ಸಹ ಸರ್ಕಾರದ ಗಮನಕ್ಕೆ ತಂದಿದ್ದಾರೆ. ದುರ್ಗೋತ್ಸವ ಆಚರಣೆಗೆ ಸಂಬಂಧಿಸಿದಂತೆ ಜಿಲ್ಲಾಡಳಿತದಿಂದ ಪ್ರಸ್ತಾವ ಸಲ್ಲಿಸಿದರೆ ನಿಶ್ಚಿತವಾಗಿ ದುರ್ಗೋತ್ಸವ ಆಚರಣೆ ಮಾಡಲಾಗುವುದು. ಮುಖ್ಯಮಂತ್ರಿಗಳು ಸಹ ದುರ್ಗೋತ್ಸವಕ್ಕೆ ಅನುದಾನ ನೀಡುವ ಭರವಸೆ ನೀಡಿದ್ದಾರೆ. ಈ ಸಂದರ್ಭದಲ್ಲಿ ಎಸ್.ನಿಜಲಿಂಗಪ್ಪ ಸ್ಮಾರಕ ಟ್ರಸ್ಟ್ ನ ಗೌರವಾಧ್ಯಕ್ಷ ಹೆಚ್.ಹನುಮಂತಪ್ಪ, ಗೌರವ ಕಾರ್ಯದರ್ಶಿ ಕಿರಣ್ ಶಂಕರ್, ಟ್ರಸ್ಟಿಗಳಾದ ಡೆಲ್ಟಾ ಕುಮಾರ್ ಕೊಂಡಜ್ಜಿ, ನಗರಾಭಿವೃದ್ಧಿ ಪ್ರಾಧಿಕಾರದ ಅಧ್ಯಕ್ಷ ಎಂ.ಕೆ.ತಾಜ್‌ಪೀರ್, ಜಿಲ್ಲಾ ಗ್ಯಾರಂಟಿ ಅನುಷ್ಠಾನ ಪ್ರಾಧಿಕಾರದ ಅಧ್ಯಕ್ಷ ಆರ್.ಶಿವಣ್ಣ, ಕನ್ನಡ ಮತ್ತು ಸಂಸ್ಕೃತಿ ಇಲಾಖೆ ನಿರ್ದೇಶಕಿ ಗಾಯತ್ರಿ, ಜಿಲ್ಲಾಧಿಕಾರಿ ಟಿ.ವೆಂಕಟೇಶ್, ಜಿಲ್ಲಾ ಪಂಚಾಯಿತಿ ಉಪ ಕಾರ್ಯದರ್ಶಿ ಸೇರಿದಂತೆ ಇತರೆ ಅಧಿಕಾರಿಗಳು ಇದ್ದರು. [1267,241,1512,457]
story1-headline-d: ವಾಗಿಸಲು ಕ್ರಮ [862,134,1105,194]
suicide-headline-c: ಶರಣು [1036,1258,1105,1291]
school-books-photo [420,1672,965,1990]
corridor-kicker: ಕರ್ನಾಟಕ ಉದ್ಯಮ ಸೆಳೆವ ಕೈಗಾರಿಕಾ [108,1333,359,1358]
corridor-headline-a: ಕಾರಿಡಾರ್‌ಗೆ [94,1368,190,1395]
press-club-sign: PRESS CLUB OF BANGALORE [652,2167,826,2195]
date-block [1272,52,1516,116]
president-headline-c1: ಎಂದ ಖರ್ಗೆ : [479,1291,596,1318]
fake-news-col1: ಬೆಂಗಳೂರು: ಸುಳ್ಳು ಸುದ್ದಿಗಳ ಹಾವಳಿ ಮತ್ತು ದುರುಪಯೋಗ ಸುದ್ದಿಗಳ ಹಾವಳಿ ಹೆಚ್ಚಾಗುತ್ತಿರುವ ಹಿನ್ನೆಲೆಯಲ್ಲಿ ಅವುಗಳನ್ನು ತಡೆಗಟ್ಟಲು ಸರ್ಕಾರ ಹೊಸ ಕಾನೂನು ಜಾರಿಗೆ ತರಲು ಮುಂದಾಗಿದೆ. ಇದು ಅಭಿವ್ಯಕ್ತಿ ಸ್ವಾತಂತ್ರ್ಯಕ್ಕೆ ಧಕ್ಕೆ ತರುವ ಕಾನೂನು ಅಲ್ಲ ಎಂದು ಮುಖ್ಯಮಂತ್ರಿಗಳ ಮಾಧ್ಯಮ ಸಲಹೆಗಾರ ಕೆ.ವಿ.ಪ್ರಭಾಕರ್ ಹೇಳಿದರು. ಮಂಗಳವಾರ ನಗರದ ಪ್ರೆಸ್‌ಕ್ಲಬ್‌ನಲ್ಲಿ ‘ಕೆಂಪೇಗೌಡ ಪತ್ರಿಕಾ ಬಳಗ’ದ ವತಿಯಿಂದ ಪತ್ರಿಕಾ ದಿನಾಚರಣೆ ಪ್ರಯುಕ್ತ ‘ವಾರಪತ್ರಿಕೆ ಅಂದು–ಇಂದು’ ವಿಷಯ ಕುರಿತು ಆಯೋಜಿಸಿದ್ದ ವಿಚಾರ ಸಂಕಿರಣದಲ್ಲಿ ಅವರು ಮಾತನಾಡಿದರು. [53,2160,297,2282]
president-headline-b: ಕೋವಿಂದ್‌ರನ್ನು ಕೋವಿಡ್ [485,1258,680,1284]
corridor-headline [53,1363,414,1400]
story2-col4: ಎಂದು ಪ್ರತಿಪಕ್ಷಗಳಿಂದ ಆರೋಪ ಹೆಚ್ಚಾಗುತ್ತಿರುವ ನಡುವೆಯೇ ಈ ನಿರ್ಧಾರ ಹೊರಬಿದ್ದಿದೆ. ಉದ್ಯೋಗಕ್ಕೆ ಸಜ್ಜಾಗುತ್ತಿರುವ ಯುವಕರಿಗೆ ಉದ್ಯೋಗ ಕಲ್ಪಿಸುವ ಉದ್ದೇಶದಿಂದ ಬಿಹಾರ ಯುವಜನ ಆಯೋಗ ಸ್ಥಾಪನೆಗೆ ನಿರ್ಧರಿಸಲಾಗಿದೆ. ಇದರ ಅಡಿಯಲ್ಲಿ ಒಟ್ಟು 45 ಅಧಿಕಾರಿಗಳು ಕಾರ್ಯನಿರ್ವಹಿಸಲಿದ್ದಾರೆ. ಖಾಸಗಿ ಉದ್ಯೋಗಗಳಲ್ಲಿ ಬಿಹಾರದ ಯುವಜನರಿಗೆ ಆದ್ಯತೆ ನೀಡುವುದನ್ನು ಖಚಿತಪಡಿಸಿಕೊಳ್ಳುವುದು ಮತ್ತು ರಾಜ್ಯದ ಹೊರಗೆ ಓದುತ್ತಿರುವ ಮತ್ತು ಕೆಲಸ ಮಾಡುತ್ತಿರುವವರ ಹಿತಾಸಕ್ತಿ ಕಾಪಾಡುವ ಕೆಲಸ ಆಯೋಗ ಮಾಡಲಿದೆ. [1295,871,1512,1008]
